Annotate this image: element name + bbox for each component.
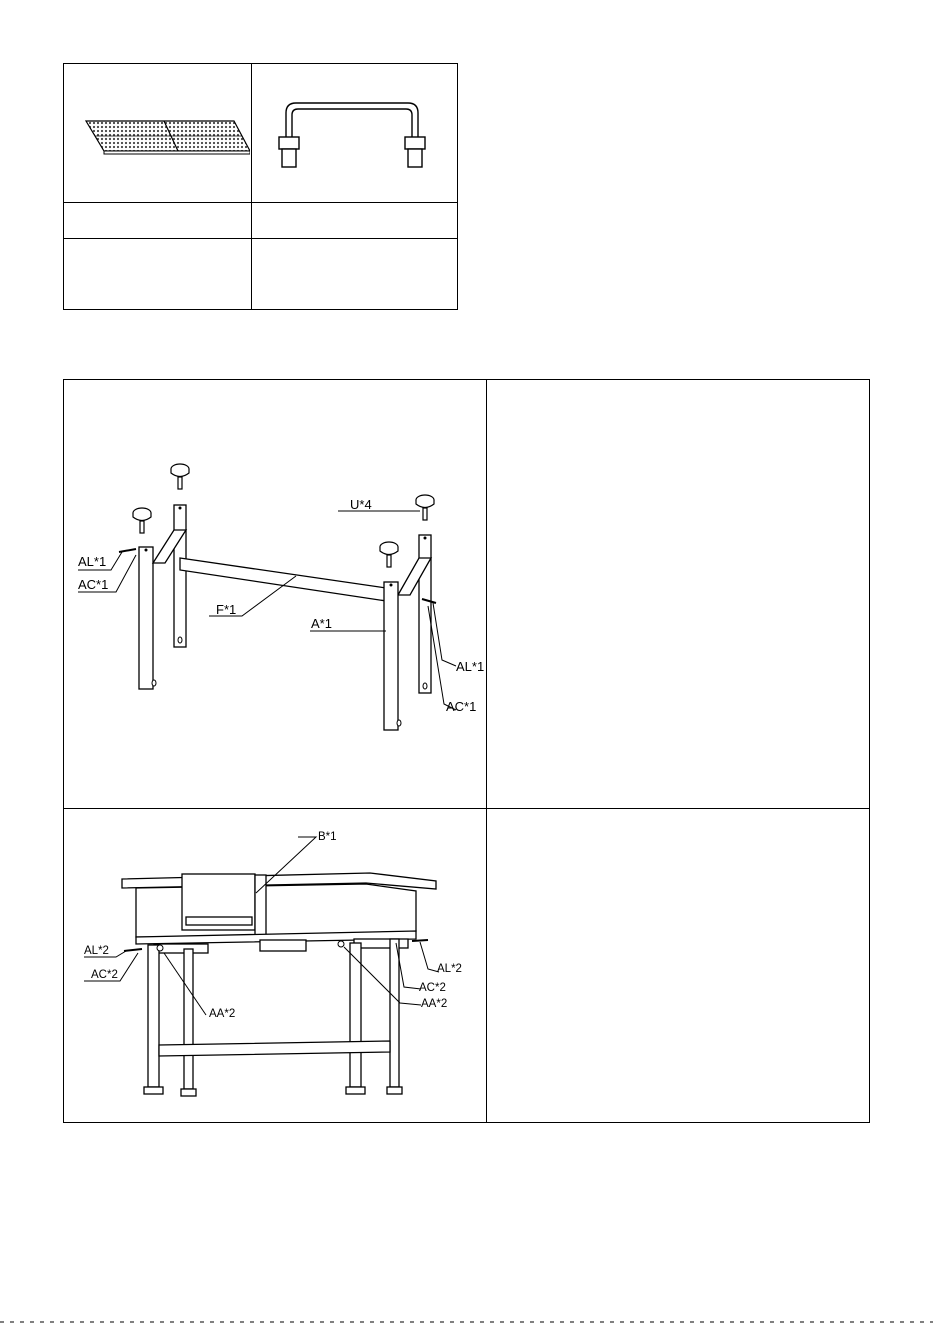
label-ac1-right: AC*1 <box>446 699 477 714</box>
label-f1: F*1 <box>216 602 237 617</box>
grill-grate-icon <box>64 65 250 201</box>
u-handle-icon <box>252 65 456 201</box>
step2-illustration-cell <box>64 809 487 1123</box>
step2-body-diagram <box>64 809 485 1120</box>
step1-text-cell <box>487 380 870 809</box>
page-bottom-dotted-edge <box>0 1320 933 1324</box>
step1-illustration-cell <box>64 380 487 809</box>
label-al2-left: AL*2 <box>84 945 109 957</box>
part-name-cell-handle <box>252 203 458 239</box>
part-qty-cell-grate <box>64 239 252 310</box>
step2-text-cell <box>487 809 870 1123</box>
step1-frame-diagram <box>64 380 485 806</box>
label-ac1-left: AC*1 <box>78 577 109 592</box>
label-ac2-left: AC*2 <box>91 969 118 981</box>
label-aa2-left: AA*2 <box>209 1008 236 1020</box>
assembly-steps-table <box>63 379 870 1123</box>
label-a1: A*1 <box>311 616 332 631</box>
label-al1-left: AL*1 <box>78 554 107 569</box>
label-ac2-right: AC*2 <box>419 982 446 994</box>
label-b1: B*1 <box>318 831 337 843</box>
part-qty-cell-handle <box>252 239 458 310</box>
label-al1-right: AL*1 <box>456 659 485 674</box>
parts-table <box>63 63 458 310</box>
part-name-cell-grate <box>64 203 252 239</box>
label-al2-right: AL*2 <box>437 963 462 975</box>
part-image-cell-grate <box>64 64 252 203</box>
label-u4: U*4 <box>350 497 372 512</box>
label-aa2-right: AA*2 <box>421 998 448 1010</box>
part-image-cell-handle <box>252 64 458 203</box>
